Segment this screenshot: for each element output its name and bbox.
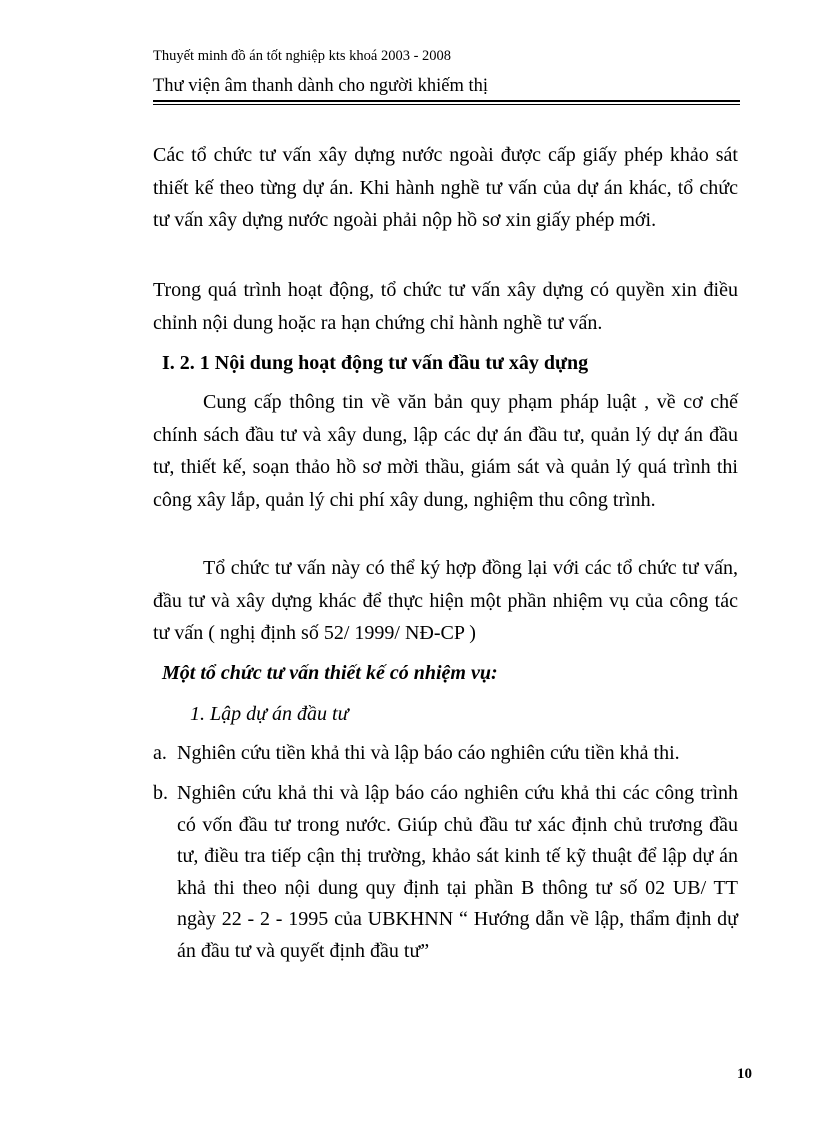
subheading-duties: Một tổ chức tư vấn thiết kế có nhiệm vụ: — [162, 662, 498, 684]
page-number: 10 — [737, 1066, 752, 1082]
list-marker: a. — [153, 742, 167, 764]
header-document-title: Thuyết minh đồ án tốt nghiệp kts khoá 2003 - 2008 — [153, 48, 452, 64]
list-item-text: Nghiên cứu khả thi và lập báo cáo nghiên cứu khả thi các công trình có vốn đầu tư trong nước. Giúp chủ đầu tư xác định chủ trương đầu tư, điều tra tiếp cận thị trường, khảo sát kinh tế kỹ thuật để lập dự án khả thi theo nội dung quy định tại phần B thông tư số 02 UB/ TT ngày 22 - 2 - 1995 của UBKHNN “ Hướng dẫn về lập, thẩm định dự án đầu tư và quyết định đầu tư” — [177, 782, 738, 962]
list-item-a — [153, 738, 738, 770]
list-item-text: Nghiên cứu tiền khả thi và lập báo cáo nghiên cứu tiền khả thi. — [177, 742, 680, 764]
list-marker: b. — [153, 782, 168, 804]
header-rule-thick — [153, 100, 740, 102]
list-item-b — [153, 778, 738, 967]
paragraph-foreign-consultants: Các tổ chức tư vấn xây dựng nước ngoài được cấp giấy phép khảo sát thiết kế theo từng dự án. Khi hành nghề tư vấn của dự án khác, tổ chức tư vấn xây dựng nước ngoài phải nộp hồ sơ xin giấy phép mới. — [153, 144, 738, 231]
section-heading: I. 2. 1 Nội dung hoạt động tư vấn đầu tư xây dựng — [162, 352, 589, 374]
paragraph-information-services: Cung cấp thông tin về văn bản quy phạm pháp luật , về cơ chế chính sách đầu tư và xây dung, lập các dự án đầu tư, quản lý dự án đầu tư, thiết kế, soạn thảo hồ sơ mời thầu, giám sát và quản lý quá trình thi công xây lắp, quản lý chi phí xây dung, nghiệm thu công trình. — [153, 391, 738, 511]
paragraph-subcontracting: Tổ chức tư vấn này có thể ký hợp đồng lại với các tổ chức tư vấn, đầu tư và xây dựng khác để thực hiện một phần nhiệm vụ của công tác tư vấn ( nghị định số 52/ 1999/ NĐ-CP ) — [153, 557, 738, 644]
header-project-title: Thư viện âm thanh dành cho người khiếm thị — [153, 76, 489, 96]
header-rule-thin — [153, 104, 740, 105]
paragraph-operation-adjustment: Trong quá trình hoạt động, tổ chức tư vấn xây dựng có quyền xin điều chỉnh nội dung hoặc ra hạn chứng chỉ hành nghề tư vấn. — [153, 279, 738, 334]
numbered-item-1: 1. Lập dự án đầu tư — [190, 703, 349, 725]
